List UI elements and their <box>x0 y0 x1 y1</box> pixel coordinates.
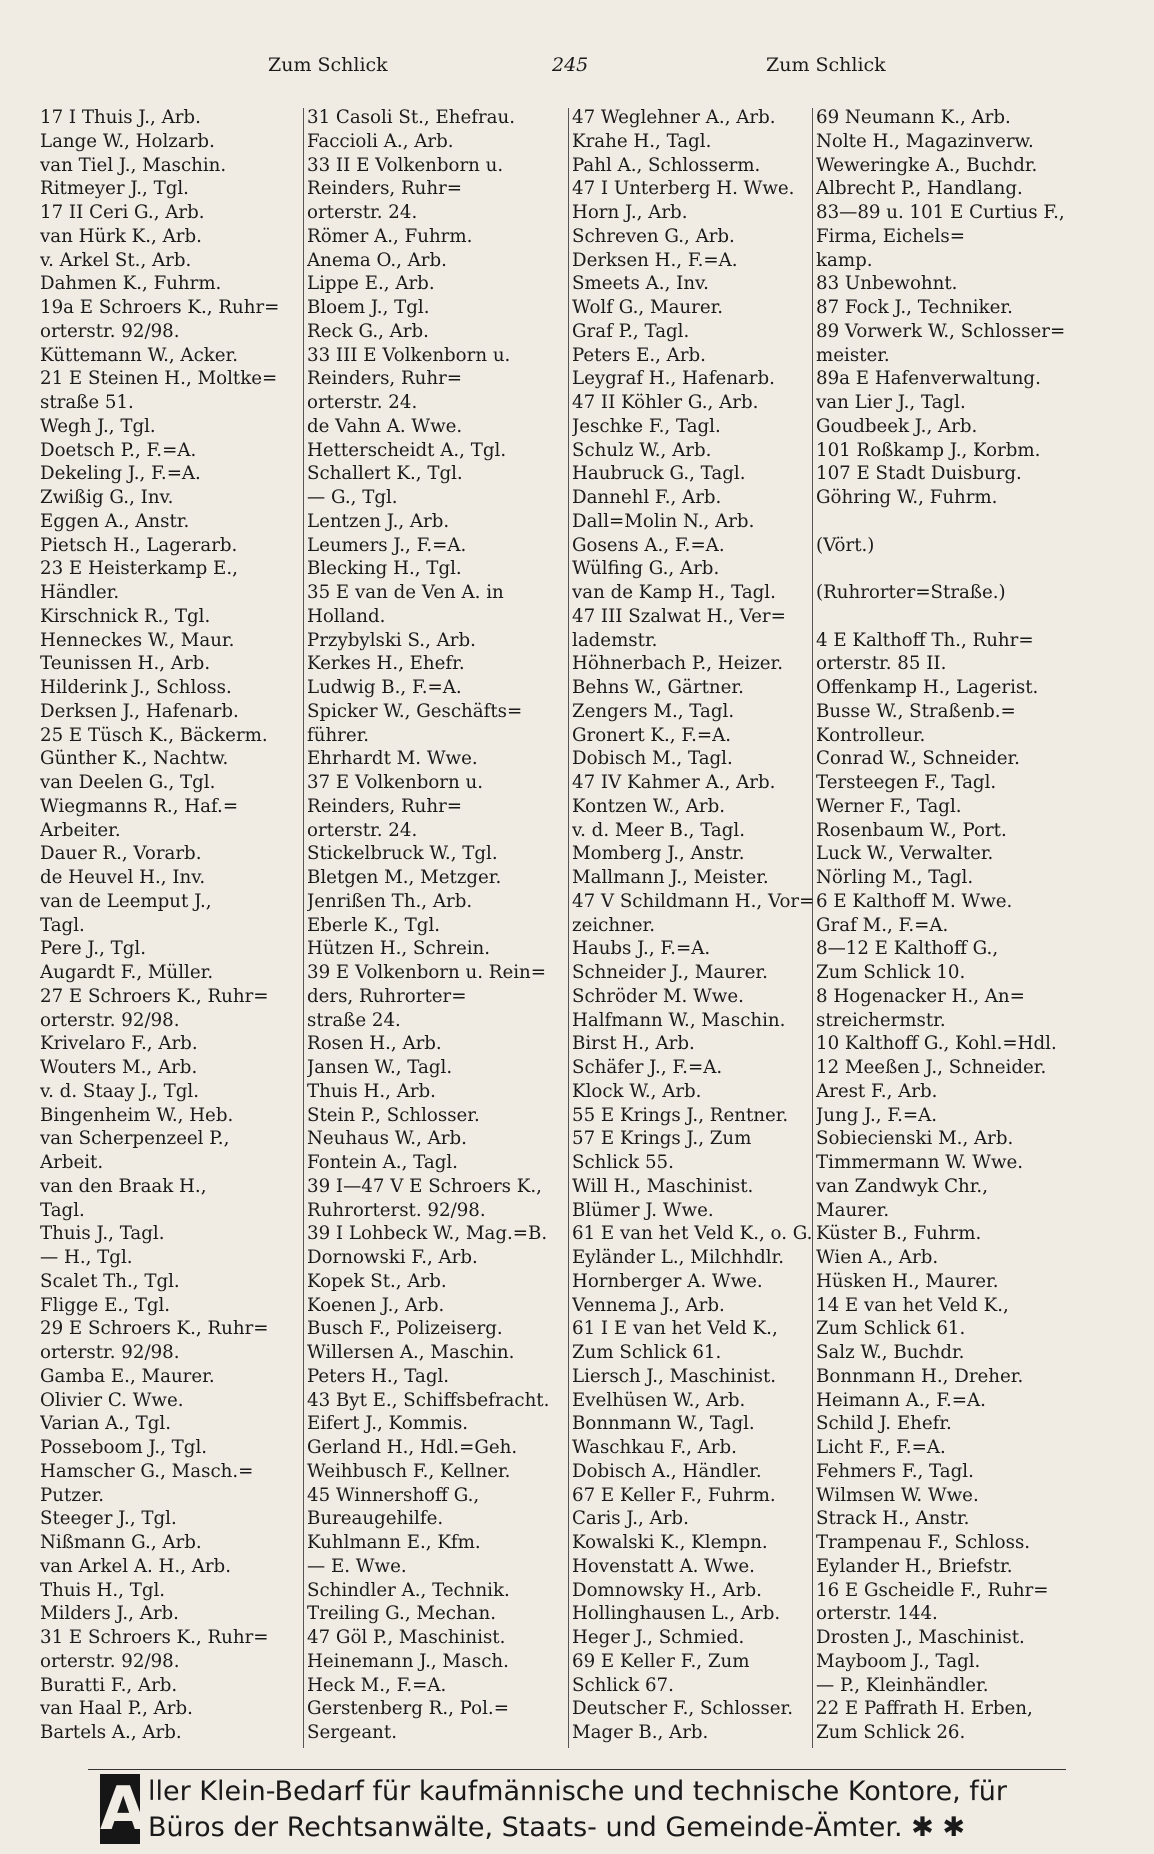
directory-entry-line: 19a E Schroers K., Ruhr= <box>40 297 280 318</box>
directory-entry-line: Posseboom J., Tgl. <box>40 1437 208 1458</box>
directory-entry-line: Albrecht P., Handlang. <box>816 178 1023 200</box>
directory-entry-line: Werner F., Tagl. <box>816 795 962 817</box>
directory-entry-line: orterstr. 144. <box>816 1603 938 1625</box>
directory-entry-line: Gerstenberg R., Pol.= <box>307 1698 509 1720</box>
directory-entry-line: Luck W., Verwalter. <box>816 843 994 865</box>
directory-entry-line: Dannehl F., Arb. <box>572 487 722 508</box>
directory-entry-line: Dauer R., Vorarb. <box>40 843 202 865</box>
directory-entry-line: Goudbeek J., Arb. <box>816 415 978 437</box>
directory-entry-line: Caris J., Arb. <box>572 1508 689 1530</box>
directory-entry-line: Lippe E., Arb. <box>307 273 435 295</box>
directory-entry-line: — P., Kleinhändler. <box>816 1674 989 1696</box>
directory-entry-line: van de Kamp H., Tagl. <box>572 582 776 603</box>
directory-entry-line: Schlick 67. <box>572 1674 674 1696</box>
directory-entry-line: 4 E Kalthoff Th., Ruhr= <box>816 629 1034 651</box>
directory-entry-line: van Deelen G., Tgl. <box>40 772 216 793</box>
directory-entry-line: 47 I Unterberg H. Wwe. <box>572 178 795 200</box>
directory-entry-line: 55 E Krings J., Rentner. <box>572 1104 789 1126</box>
directory-entry-line: orterstr. 92/98. <box>40 320 180 342</box>
directory-entry-line: Dobisch M., Tagl. <box>572 748 733 770</box>
directory-entry-line: Gamba E., Maurer. <box>40 1365 215 1387</box>
directory-entry-line: Kuhlmann E., Kfm. <box>307 1532 481 1553</box>
directory-entry-line: Günther K., Nachtw. <box>40 748 229 770</box>
directory-entry-line: Kowalski K., Klempn. <box>572 1532 768 1553</box>
directory-entry-line: Blecking H., Tgl. <box>307 558 462 580</box>
directory-entry-line: Domnowsky H., Arb. <box>572 1579 762 1601</box>
directory-entry-line: Krahe H., Tagl. <box>572 130 712 152</box>
directory-entry-line: Höhnerbach P., Heizer. <box>572 653 784 675</box>
directory-entry-line: Thuis J., Tagl. <box>40 1223 165 1245</box>
directory-entry-line: Spicker W., Geschäfts= <box>307 700 523 722</box>
directory-entry-line: Eylander H., Briefstr. <box>816 1555 1013 1577</box>
directory-entry-line: 43 Byt E., Schiffsbefracht. <box>307 1389 550 1411</box>
directory-entry-line: Mayboom J., Tagl. <box>816 1650 981 1672</box>
directory-entry-line: Hovenstatt A. Wwe. <box>572 1555 755 1577</box>
directory-entry-line: 31 E Schroers K., Ruhr= <box>40 1627 269 1648</box>
directory-entry-line: zeichner. <box>572 914 656 936</box>
directory-entry-line: Deutscher F., Schlosser. <box>572 1698 793 1720</box>
directory-entry-line: Hornberger A. Wwe. <box>572 1270 763 1292</box>
directory-entry-line: Smeets A., Inv. <box>572 273 709 295</box>
directory-entry-line: Milders J., Arb. <box>40 1603 179 1625</box>
directory-entry-line: Vennema J., Arb. <box>572 1294 725 1316</box>
directory-column-1 <box>40 106 302 1756</box>
directory-entry-line: 47 IV Kahmer A., Arb. <box>572 772 776 793</box>
directory-entry-line: Leumers J., F.=A. <box>307 534 467 556</box>
directory-entry-line: Varian A., Tgl. <box>40 1413 172 1435</box>
directory-entry-line: 12 Meeßen J., Schneider. <box>816 1057 1047 1078</box>
directory-column-2 <box>307 106 569 1756</box>
directory-entry-line: Jeschke F., Tagl. <box>572 415 721 437</box>
directory-entry-line: Tersteegen F., Tagl. <box>816 772 997 793</box>
directory-entry-line: führer. <box>307 724 370 746</box>
directory-entry-line: Faccioli A., Arb. <box>307 130 454 152</box>
directory-entry-line: Reinders, Ruhr= <box>307 795 463 817</box>
directory-entry-line: Peters H., Tagl. <box>307 1365 450 1387</box>
directory-entry-line: Trampenau F., Schloss. <box>816 1532 1031 1553</box>
directory-entry-line: Zum Schlick 61. <box>816 1318 966 1340</box>
directory-entry-line: Leygraf H., Hafenarb. <box>572 368 775 390</box>
directory-entry-line: Waschkau F., Arb. <box>572 1437 737 1458</box>
directory-entry-line: Dall=Molin N., Arb. <box>572 510 755 532</box>
directory-entry-line: Weihbusch F., Kellner. <box>307 1460 511 1482</box>
directory-entry-line: Schild J. Ehefr. <box>816 1413 952 1435</box>
directory-entry-line: Arbeit. <box>40 1152 104 1173</box>
directory-entry-line: Fehmers F., Tagl. <box>816 1460 974 1482</box>
directory-entry-line: orterstr. 24. <box>307 202 418 223</box>
advertisement-line-1: ller Klein-Bedarf für kaufmännische und technische Kontore, für <box>148 1776 1007 1807</box>
directory-entry-line: Nißmann G., Arb. <box>40 1532 202 1553</box>
directory-entry-line: Eggen A., Anstr. <box>40 510 190 532</box>
directory-entry-line: Derksen J., Hafenarb. <box>40 700 239 722</box>
directory-entry-line: 101 Roßkamp J., Korbm. <box>816 439 1041 461</box>
column-divider <box>303 108 304 1748</box>
directory-entry-line: 69 E Keller F., Zum <box>572 1650 750 1672</box>
directory-entry-line: Hützen H., Schrein. <box>307 938 491 960</box>
directory-entry-line: 61 I E van het Veld K., <box>572 1318 778 1340</box>
directory-entry-line: Reinders, Ruhr= <box>307 178 463 200</box>
directory-entry-line: Dekeling J., F.=A. <box>40 463 201 485</box>
directory-entry-line: 35 E van de Ven A. in <box>307 582 504 603</box>
directory-entry-line: — E. Wwe. <box>307 1555 407 1577</box>
advertisement-divider <box>88 1769 1066 1770</box>
directory-entry-line: Hamscher G., Masch.= <box>40 1460 254 1482</box>
directory-entry-line: 16 E Gscheidle F., Ruhr= <box>816 1579 1049 1601</box>
directory-entry-line: Kontrolleur. <box>816 724 926 746</box>
directory-entry-line: Kontzen W., Arb. <box>572 795 726 817</box>
directory-entry-line: Salz W., Buchdr. <box>816 1342 965 1363</box>
directory-entry-line: Reck G., Arb. <box>307 320 429 342</box>
directory-entry-line: Mager B., Arb. <box>572 1722 709 1743</box>
directory-entry-line: Przybylski S., Arb. <box>307 629 476 651</box>
directory-entry-line: Eifert J., Kommis. <box>307 1413 469 1435</box>
directory-entry-line: v. d. Staay J., Tgl. <box>40 1080 199 1102</box>
directory-entry-line: Thuis H., Arb. <box>307 1080 436 1102</box>
header-right-street: Zum Schlick <box>766 54 886 76</box>
directory-entry-line: Graf P., Tagl. <box>572 320 690 342</box>
directory-entry-line: 61 E van het Veld K., o. G. <box>572 1223 813 1245</box>
directory-entry-line: Willersen A., Maschin. <box>307 1342 515 1363</box>
directory-column-4 <box>816 106 1080 1756</box>
directory-entry-line: Holland. <box>307 605 386 627</box>
directory-entry-line: 87 Fock J., Techniker. <box>816 297 1013 318</box>
directory-entry-line: Gosens A., F.=A. <box>572 534 725 556</box>
directory-entry-line: Kerkes H., Ehefr. <box>307 653 465 675</box>
directory-entry-line: Halfmann W., Maschin. <box>572 1009 786 1031</box>
directory-entry-line: 107 E Stadt Duisburg. <box>816 463 1022 485</box>
directory-entry-line: Buratti F., Arb. <box>40 1674 178 1696</box>
directory-entry-line: lademstr. <box>572 629 658 651</box>
directory-entry-line: 47 Weglehner A., Arb. <box>572 107 776 128</box>
directory-entry-line: Bingenheim W., Heb. <box>40 1104 234 1126</box>
directory-entry-line: 22 E Paffrath H. Erben, <box>816 1698 1033 1720</box>
directory-entry-line: Licht F., F.=A. <box>816 1437 946 1458</box>
directory-entry-line: Römer A., Fuhrm. <box>307 225 473 247</box>
directory-entry-line: Rosen H., Arb. <box>307 1033 442 1055</box>
directory-entry-line: 69 Neumann K., Arb. <box>816 107 1011 128</box>
directory-entry-line: Doetsch P., F.=A. <box>40 439 197 461</box>
directory-entry-line: Bonnmann H., Dreher. <box>816 1365 1024 1387</box>
directory-entry-line: — H., Tgl. <box>40 1247 133 1268</box>
directory-entry-line: Augardt F., Müller. <box>40 962 214 983</box>
directory-entry-line: Hilderink J., Schloss. <box>40 677 232 698</box>
directory-entry-line <box>816 557 1080 581</box>
directory-entry-line: meister. <box>816 344 890 366</box>
directory-entry-line: Pere J., Tgl. <box>40 938 147 960</box>
directory-entry-line <box>816 510 1080 534</box>
directory-entry-line: de Heuvel H., Inv. <box>40 867 206 888</box>
directory-entry-line: Steeger J., Tgl. <box>40 1508 177 1530</box>
header-left-street: Zum Schlick <box>268 54 388 76</box>
directory-entry-line: Nörling M., Tagl. <box>816 867 974 888</box>
directory-entry-line: Offenkamp H., Lagerist. <box>816 677 1039 698</box>
directory-entry-line: 21 E Steinen H., Moltke= <box>40 368 278 390</box>
directory-entry-line: Schallert K., Tgl. <box>307 463 463 485</box>
directory-entry-line: Dornowski F., Arb. <box>307 1247 478 1268</box>
directory-entry-line: Blümer J. Wwe. <box>572 1199 714 1221</box>
directory-entry-line: Koenen J., Arb. <box>307 1294 445 1316</box>
directory-entry-line: 47 Göl P., Maschinist. <box>307 1627 506 1648</box>
directory-entry-line: Dobisch A., Händler. <box>572 1460 762 1482</box>
directory-entry-line: 57 E Krings J., Zum <box>572 1128 752 1150</box>
directory-entry-line: Graf M., F.=A. <box>816 914 949 936</box>
directory-entry-line: Hollinghausen L., Arb. <box>572 1603 781 1625</box>
directory-entry-line: Behns W., Gärtner. <box>572 677 744 698</box>
directory-entry-line: Eyländer L., Milchhdlr. <box>572 1247 785 1268</box>
directory-entry-line: Schneider J., Maurer. <box>572 962 768 983</box>
directory-entry-line: van Zandwyk Chr., <box>816 1175 988 1197</box>
directory-entry-line: Wülfing G., Arb. <box>572 558 720 580</box>
directory-entry-line: Schreven G., Arb. <box>572 225 735 247</box>
directory-entry-line: Schäfer J., F.=A. <box>572 1057 723 1078</box>
directory-entry-line: 39 I Lohbeck W., Mag.=B. <box>307 1223 548 1245</box>
directory-entry-line: Bloem J., Tgl. <box>307 297 430 318</box>
directory-entry-line: Fontein A., Tagl. <box>307 1152 458 1173</box>
directory-entry-line: Küttemann W., Acker. <box>40 344 239 366</box>
directory-entry-line: Klock W., Arb. <box>572 1080 702 1102</box>
directory-entry-line: 39 E Volkenborn u. Rein= <box>307 962 546 983</box>
directory-entry-line: v. d. Meer B., Tagl. <box>572 819 746 841</box>
advertisement-initial: A <box>100 1774 147 1844</box>
directory-entry-line: orterstr. 92/98. <box>40 1009 180 1031</box>
directory-entry-line: Will H., Maschinist. <box>572 1175 754 1197</box>
directory-entry-line: Händler. <box>40 582 120 603</box>
directory-entry-line: 45 Winnershoff G., <box>307 1484 480 1506</box>
directory-entry-line: Tagl. <box>40 914 85 936</box>
directory-entry-line: Zengers M., Tagl. <box>572 700 735 722</box>
directory-entry-line: 10 Kalthoff G., Kohl.=Hdl. <box>816 1033 1057 1055</box>
directory-entry-line: streichermstr. <box>816 1009 946 1031</box>
directory-entry-line: Pietsch H., Lagerarb. <box>40 534 238 556</box>
directory-entry-line: Wouters M., Arb. <box>40 1057 198 1078</box>
directory-entry-line: Neuhaus W., Arb. <box>307 1128 467 1150</box>
directory-entry-line: Evelhüsen W., Arb. <box>572 1389 746 1411</box>
directory-entry-line: 23 E Heisterkamp E., <box>40 558 238 580</box>
directory-entry-line: van Hürk K., Arb. <box>40 225 202 247</box>
directory-entry-line: Arest F., Arb. <box>816 1080 938 1102</box>
advertisement-banner <box>100 1774 1060 1848</box>
directory-entry-line: Kirschnick R., Tgl. <box>40 605 211 627</box>
directory-entry-line: 27 E Schroers K., Ruhr= <box>40 985 269 1007</box>
directory-entry-line: Schindler A., Technik. <box>307 1579 510 1601</box>
directory-entry-line: Reinders, Ruhr= <box>307 368 463 390</box>
directory-entry-line: Wegh J., Tgl. <box>40 415 156 437</box>
directory-entry-line: Hüsken H., Maurer. <box>816 1270 999 1292</box>
directory-entry-line: Wiegmanns R., Haf.= <box>40 795 239 817</box>
directory-entry-line: van Scherpenzeel P., <box>40 1128 230 1150</box>
directory-entry-line: Bonnmann W., Tagl. <box>572 1413 755 1435</box>
directory-entry-line: van Tiel J., Maschin. <box>40 154 227 176</box>
directory-entry-line: Henneckes W., Maur. <box>40 629 235 651</box>
directory-entry-line: Wolf G., Maurer. <box>572 297 724 318</box>
directory-entry-line: 47 II Köhler G., Arb. <box>572 392 759 413</box>
directory-entry-line: Ruhrorterst. 92/98. <box>307 1199 486 1221</box>
directory-entry-line: 39 I—47 V E Schroers K., <box>307 1175 542 1197</box>
directory-entry-line: Küster B., Fuhrm. <box>816 1223 982 1245</box>
directory-entry-line: 17 II Ceri G., Arb. <box>40 202 205 223</box>
directory-entry-line: Liersch J., Maschinist. <box>572 1365 777 1387</box>
directory-entry-line: Bartels A., Arb. <box>40 1722 182 1743</box>
directory-entry-line: Firma, Eichels= <box>816 225 965 247</box>
directory-entry-line: Zum Schlick 61. <box>572 1342 722 1363</box>
directory-entry-line: 47 III Szalwat H., Ver= <box>572 605 786 627</box>
directory-entry-line: Schulz W., Arb. <box>572 439 712 461</box>
directory-entry-line: Jung J., F.=A. <box>816 1104 938 1126</box>
directory-entry-line: 89 Vorwerk W., Schlosser= <box>816 320 1066 342</box>
directory-entry-line: Stein P., Schlosser. <box>307 1104 480 1126</box>
directory-entry-line: Stickelbruck W., Tgl. <box>307 843 498 865</box>
directory-entry-line: Thuis H., Tgl. <box>40 1579 166 1601</box>
directory-entry-line: Derksen H., F.=A. <box>572 249 738 271</box>
directory-entry-line: de Vahn A. Wwe. <box>307 415 463 437</box>
directory-entry-line: straße 51. <box>40 392 134 413</box>
directory-entry-line: van de Leemput J., <box>40 890 212 912</box>
directory-entry-line: Dahmen K., Fuhrm. <box>40 273 222 295</box>
directory-entry-line: Momberg J., Anstr. <box>572 843 745 865</box>
directory-entry-line: Bletgen M., Metzger. <box>307 867 502 888</box>
directory-entry-line: Heger J., Schmied. <box>572 1627 745 1648</box>
directory-entry-line: Heck M., F.=A. <box>307 1674 447 1696</box>
directory-entry-line: orterstr. 92/98. <box>40 1650 180 1672</box>
directory-entry-line: 14 E van het Veld K., <box>816 1294 1009 1316</box>
directory-entry-line: Pahl A., Schlosserm. <box>572 154 761 176</box>
directory-entry-line: 83—89 u. 101 E Curtius F., <box>816 202 1065 223</box>
directory-entry-line: Haubruck G., Tagl. <box>572 463 746 485</box>
directory-entry-line: ders, Ruhrorter= <box>307 985 467 1007</box>
directory-entry-line: 8—12 E Kalthoff G., <box>816 938 999 960</box>
directory-entry-line: Sergeant. <box>307 1722 397 1743</box>
directory-entry-line: 17 I Thuis J., Arb. <box>40 107 201 128</box>
directory-entry-line: Mallmann J., Meister. <box>572 867 769 888</box>
directory-entry-line: 37 E Volkenborn u. <box>307 772 483 793</box>
directory-entry-line: Fligge E., Tgl. <box>40 1294 171 1316</box>
directory-entry-line: Putzer. <box>40 1484 105 1506</box>
directory-entry-line: 29 E Schroers K., Ruhr= <box>40 1318 269 1340</box>
directory-entry-line: (Vört.) <box>816 534 875 556</box>
directory-entry-line: Treiling G., Mechan. <box>307 1603 497 1625</box>
directory-entry-line: Nolte H., Magazinverw. <box>816 130 1034 152</box>
directory-entry-line: Gronert K., F.=A. <box>572 724 732 746</box>
directory-entry-line: orterstr. 24. <box>307 819 418 841</box>
directory-entry-line: orterstr. 24. <box>307 392 418 413</box>
directory-entry-line: Busch F., Polizeiserg. <box>307 1318 503 1340</box>
directory-entry-line: Jansen W., Tagl. <box>307 1057 453 1078</box>
directory-entry-line: straße 24. <box>307 1009 401 1031</box>
directory-entry-line: 8 Hogenacker H., An= <box>816 985 1025 1007</box>
directory-entry-line: Weweringke A., Buchdr. <box>816 154 1038 176</box>
directory-entry-line <box>816 605 1080 629</box>
directory-entry-line: v. Arkel St., Arb. <box>40 249 192 271</box>
directory-entry-line: Hetterscheidt A., Tgl. <box>307 439 507 461</box>
directory-entry-line: Tagl. <box>40 1199 85 1221</box>
directory-entry-line: orterstr. 85 II. <box>816 653 947 675</box>
directory-entry-line: Olivier C. Wwe. <box>40 1389 184 1411</box>
directory-entry-line: Zum Schlick 26. <box>816 1722 966 1743</box>
directory-entry-line: van den Braak H., <box>40 1175 207 1197</box>
directory-entry-line: 67 E Keller F., Fuhrm. <box>572 1484 776 1506</box>
directory-entry-line: 31 Casoli St., Ehefrau. <box>307 107 516 128</box>
directory-entry-line: Lange W., Holzarb. <box>40 130 215 152</box>
directory-entry-line: Busse W., Straßenb.= <box>816 700 1016 722</box>
running-header <box>0 54 1154 84</box>
directory-column-3 <box>572 106 830 1756</box>
directory-entry-line: Drosten J., Maschinist. <box>816 1627 1025 1648</box>
directory-entry-line: van Haal P., Arb. <box>40 1698 193 1720</box>
directory-entry-line: Anema O., Arb. <box>307 249 447 271</box>
directory-entry-line: Ludwig B., F.=A. <box>307 677 462 698</box>
directory-entry-line: Rosenbaum W., Port. <box>816 819 1007 841</box>
directory-entry-line: van Arkel A. H., Arb. <box>40 1555 231 1577</box>
directory-entry-line: Sobiecienski M., Arb. <box>816 1128 1014 1150</box>
directory-entry-line: Heinemann J., Masch. <box>307 1650 509 1672</box>
directory-entry-line: 89a E Hafenverwaltung. <box>816 368 1041 390</box>
directory-entry-line: Kopek St., Arb. <box>307 1270 447 1292</box>
directory-entry-line: 6 E Kalthoff M. Wwe. <box>816 890 1013 912</box>
advertisement-line-2: Büros der Rechtsanwälte, Staats- und Gemeinde-Ämter. ✱ ✱ <box>148 1812 965 1843</box>
directory-entry-line: Timmermann W. Wwe. <box>816 1152 1024 1173</box>
directory-entry-line: Conrad W., Schneider. <box>816 748 1020 770</box>
directory-entry-line: 47 V Schildmann H., Vor= <box>572 890 815 912</box>
directory-entry-line: Bureaugehilfe. <box>307 1508 444 1530</box>
directory-entry-line: 33 II E Volkenborn u. <box>307 154 504 176</box>
directory-entry-line: Wilmsen W. Wwe. <box>816 1484 979 1506</box>
directory-entry-line: Scalet Th., Tgl. <box>40 1270 180 1292</box>
directory-entry-line: Schlick 55. <box>572 1152 674 1173</box>
directory-entry-line: Ehrhardt M. Wwe. <box>307 748 478 770</box>
directory-entry-line: Eberle K., Tgl. <box>307 914 441 936</box>
directory-entry-line: van Lier J., Tagl. <box>816 392 966 413</box>
directory-entry-line: Lentzen J., Arb. <box>307 510 450 532</box>
directory-entry-line: Schröder M. Wwe. <box>572 985 744 1007</box>
directory-entry-line: Heimann A., F.=A. <box>816 1389 986 1411</box>
directory-entry-line: 25 E Tüsch K., Bäckerm. <box>40 724 268 746</box>
directory-entry-line: Zum Schlick 10. <box>816 962 966 983</box>
directory-entry-line: 33 III E Volkenborn u. <box>307 344 511 366</box>
directory-entry-line: orterstr. 92/98. <box>40 1342 180 1363</box>
page-number: 245 <box>552 54 589 76</box>
directory-entry-line: 83 Unbewohnt. <box>816 273 958 295</box>
directory-entry-line: Horn J., Arb. <box>572 202 688 223</box>
directory-entry-line: Birst H., Arb. <box>572 1033 695 1055</box>
directory-entry-line: Maurer. <box>816 1199 890 1221</box>
directory-entry-line: Arbeiter. <box>40 819 121 841</box>
directory-entry-line: Teunissen H., Arb. <box>40 653 211 675</box>
directory-entry-line: Zwißig G., Inv. <box>40 487 174 508</box>
directory-entry-line: — G., Tgl. <box>307 487 398 508</box>
directory-entry-line: Göhring W., Fuhrm. <box>816 487 998 508</box>
directory-entry-line: Ritmeyer J., Tgl. <box>40 178 189 200</box>
directory-entry-line: Krivelaro F., Arb. <box>40 1033 198 1055</box>
directory-entry-line: kamp. <box>816 249 873 271</box>
directory-entry-line: Jenrißen Th., Arb. <box>307 890 473 912</box>
directory-entry-line: Strack H., Anstr. <box>816 1508 970 1530</box>
directory-entry-line: Wien A., Arb. <box>816 1247 939 1268</box>
directory-entry-line: Peters E., Arb. <box>572 344 706 366</box>
directory-entry-line: Haubs J., F.=A. <box>572 938 711 960</box>
directory-entry-line: Gerland H., Hdl.=Geh. <box>307 1437 518 1458</box>
directory-entry-line: (Ruhrorter=Straße.) <box>816 582 1006 603</box>
